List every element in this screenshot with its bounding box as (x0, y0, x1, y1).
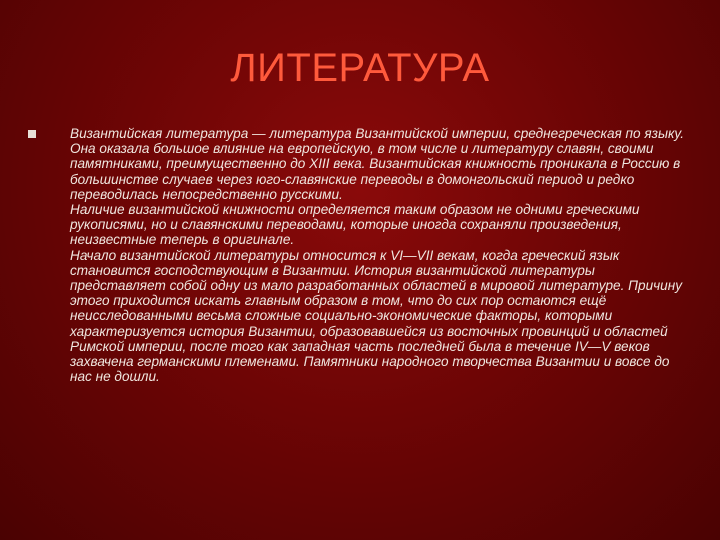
square-bullet-icon (28, 130, 36, 138)
slide-content (28, 126, 688, 384)
paragraph-3: Наличие византийской книжности определяется таким образом не одними греческими рукописями, но и славянскими переводами, которые иногда сохраняли произведения, неизвестные теперь в оригинале. (70, 202, 640, 248)
paragraph-2: Она оказала большое влияние на европейскую, в том числе и литературу славян, своими памятниками, преимущественно до XIII века. Византийская книжность проникала в Россию в большинстве случаев через юго-славянские переводы в домонгольский период и редко переводилась непосредственно русскими. (70, 141, 681, 202)
slide-title: ЛИТЕРАТУРА (230, 46, 490, 90)
paragraph-1: Византийская литература — литература Византийской империи, среднегреческая по языку. (70, 126, 685, 141)
paragraph-4: Начало византийской литературы относится к VI—VII векам, когда греческий язык становится господствующим в Византии. История византийской литературы представляет собой одну из мало разработанных областей в мировой литературе. Причину этого приходится искать главным образом в том, что до сих пор остаются ещё неисследованными весьма сложные социально-экономические факторы, которыми характеризуется история Византии, образовавшейся из восточных провинций и областей Римской империи, после того как западная часть последней была в течение IV—V веков захвачена германскими племенами. Памятники народного творчества Византии и вовсе до нас не дошли. (70, 247, 683, 385)
bullet-text (70, 126, 688, 384)
